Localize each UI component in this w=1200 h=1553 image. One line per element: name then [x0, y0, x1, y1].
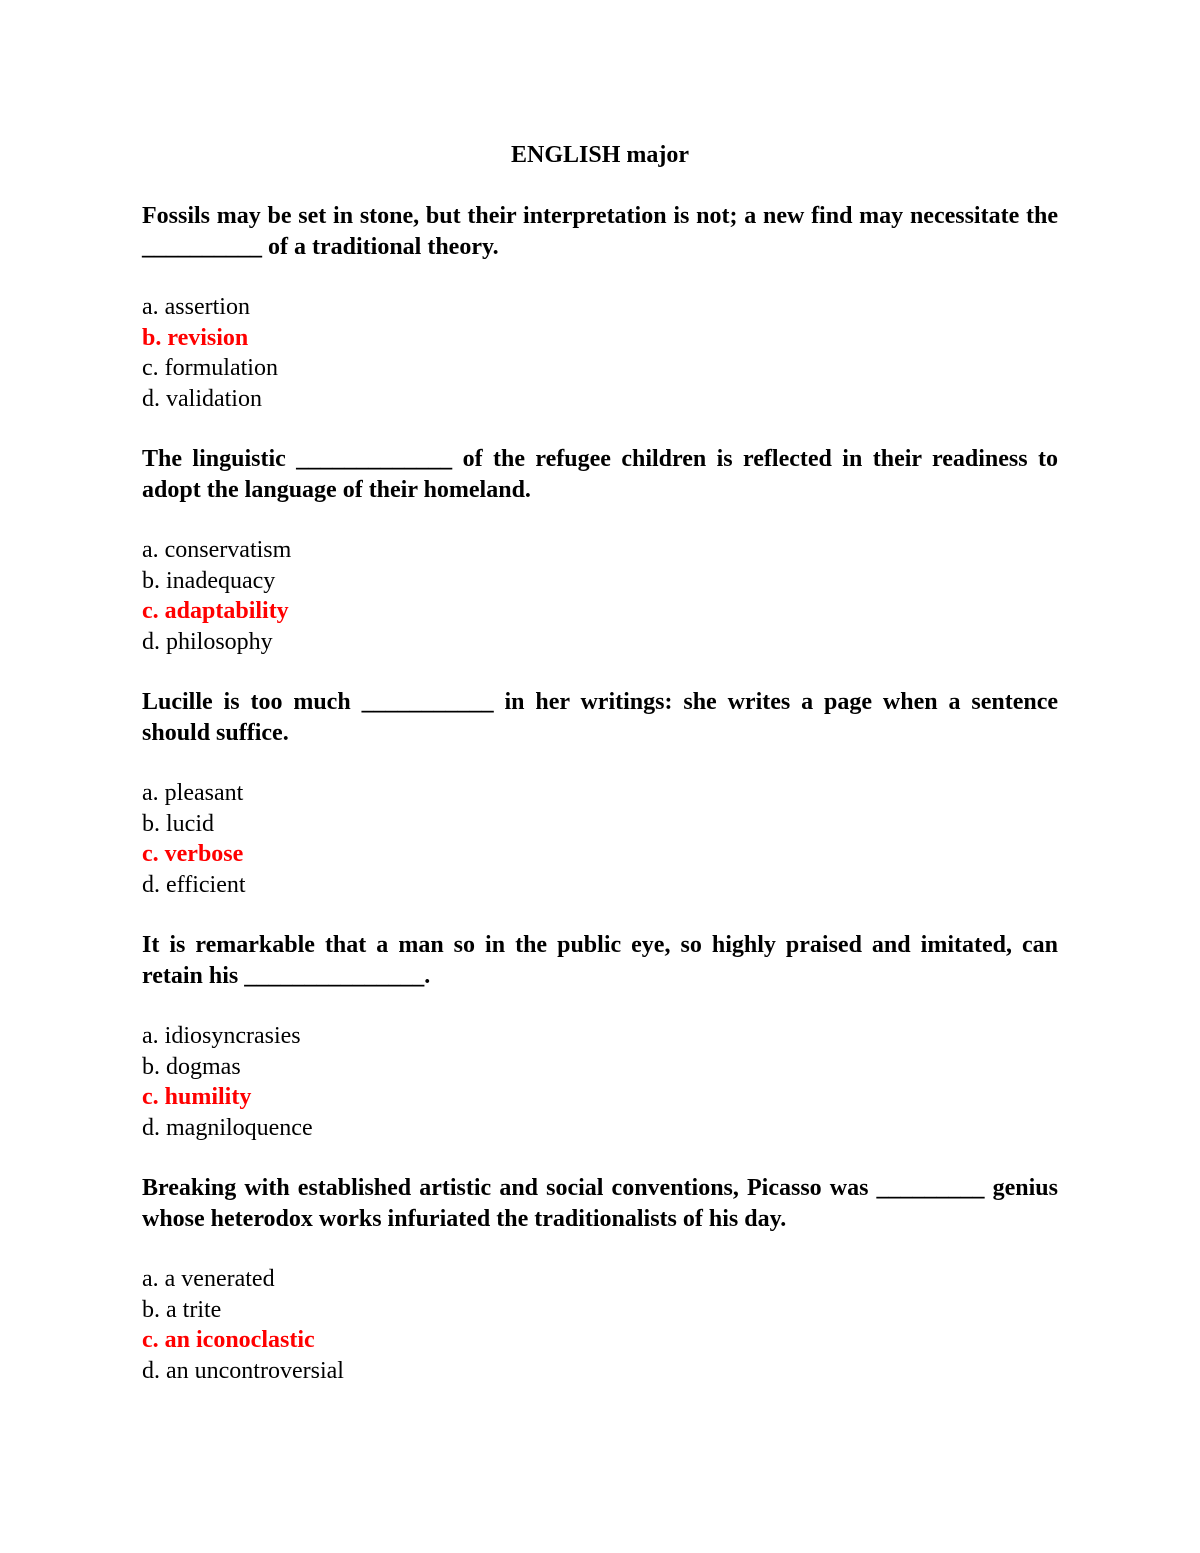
correct-answer-option: c. verbose	[142, 841, 244, 867]
answer-options	[142, 292, 1058, 414]
correct-answer-option: c. adaptability	[142, 598, 289, 624]
answer-option: a. a venerated	[142, 1266, 275, 1292]
answer-options	[142, 535, 1058, 657]
answer-option: d. magniloquence	[142, 1114, 313, 1141]
correct-answer-option: c. an iconoclastic	[142, 1327, 315, 1353]
correct-answer-option: c. humility	[142, 1084, 252, 1110]
answer-option: d. an uncontroversial	[142, 1357, 344, 1384]
answer-options	[142, 1264, 1058, 1386]
answer-option: c. formulation	[142, 355, 278, 381]
answer-option: a. assertion	[142, 294, 250, 320]
question-prompt: The linguistic _____________ of the refugee children is reflected in their readiness to adopt the language of their homeland.	[142, 446, 1058, 503]
answer-option: b. lucid	[142, 810, 214, 837]
answer-option: d. efficient	[142, 871, 246, 898]
question-prompt: Lucille is too much ___________ in her writings: she writes a page when a sentence should suffice.	[142, 689, 1058, 746]
question-block-3	[142, 687, 1058, 900]
question-prompt: Breaking with established artistic and social conventions, Picasso was _________ genius whose heterodox works infuriated the traditionalists of his day.	[142, 1175, 1058, 1232]
question-block-5	[142, 1173, 1058, 1386]
question-block-4	[142, 930, 1058, 1143]
answer-option: d. validation	[142, 385, 262, 412]
answer-option: a. pleasant	[142, 780, 244, 806]
question-block-1	[142, 201, 1058, 414]
answer-options	[142, 1021, 1058, 1143]
question-prompt: It is remarkable that a man so in the public eye, so highly praised and imitated, can retain his _______________.	[142, 932, 1058, 989]
answer-option: b. inadequacy	[142, 567, 276, 594]
question-block-2	[142, 444, 1058, 657]
answer-option: a. conservatism	[142, 537, 292, 563]
document-title: ENGLISH major	[510, 142, 689, 168]
document-page	[142, 140, 1058, 1416]
answer-options	[142, 778, 1058, 900]
question-prompt: Fossils may be set in stone, but their interpretation is not; a new find may necessitate the __________ of a traditional theory.	[142, 203, 1058, 260]
correct-answer-option: b. revision	[142, 324, 249, 351]
answer-option: b. a trite	[142, 1296, 222, 1323]
answer-option: a. idiosyncrasies	[142, 1023, 301, 1049]
answer-option: b. dogmas	[142, 1053, 241, 1080]
answer-option: d. philosophy	[142, 628, 273, 655]
